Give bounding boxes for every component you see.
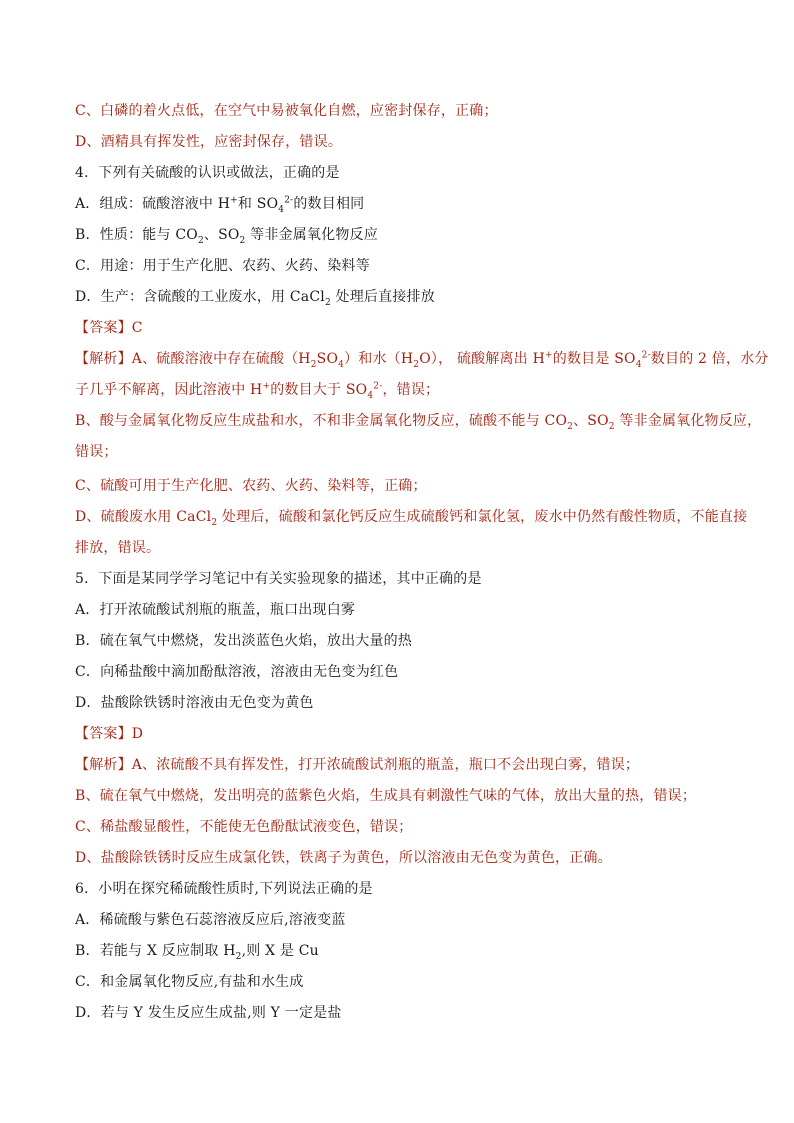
question-5-option-b: B．硫在氧气中燃烧，发出淡蓝色火焰，放出大量的热 (75, 633, 413, 649)
question-4-option-d: D．生产：含硫酸的工业废水，用 CaCl$_2$ 处理后直接排放 (75, 289, 435, 308)
question-4-answer: 【答案】C (75, 320, 143, 336)
question-5-answer: 【答案】D (75, 726, 144, 742)
analysis-line-d: D、酒精具有挥发性，应密封保存，错误。 (75, 134, 343, 150)
question-5-stem: 5．下面是某同学学习笔记中有关实验现象的描述，其中正确的是 (75, 571, 482, 587)
question-4-option-b: B．性质：能与 $CO_2$、$SO_2$ 等非金属氧化物反应 (75, 227, 378, 246)
question-4-analysis-b-cont: 错误； (75, 444, 118, 460)
question-4-option-a: A．组成：硫酸溶液中 H+和 $SO_4^{2-}$的数目相同 (75, 195, 365, 215)
question-4-analysis-b: B、酸与金属氧化物反应生成盐和水，不和非金属氧化物反应，硫酸不能与 $CO_2$、$SO_2$ 等非金属氧化物反应， (75, 413, 762, 432)
question-6-option-a: A．稀硫酸与紫色石蕊溶液反应后,溶液变蓝 (75, 912, 346, 928)
question-4-stem: 4．下列有关硫酸的认识或做法，正确的是 (75, 165, 340, 181)
question-4-analysis-a: 【解析】A、硫酸溶液中存在硫酸$(H_2SO_4)$和水$(H_2O)$， 硫酸解离出 H+的数目是 $SO_4^{2-}$数目的 2 倍，水分 (75, 350, 769, 370)
question-6-option-d: D．若与 Y 发生反应生成盐,则 Y 一定是盐 (75, 1005, 342, 1021)
question-5-analysis-c: C、稀盐酸显酸性，不能使无色酚酞试液变色，错误； (75, 819, 413, 835)
question-4-analysis-c: C、硫酸可用于生产化肥、农药、火药、染料等，正确； (75, 478, 427, 494)
question-6-option-c: C．和金属氧化物反应,有盐和水生成 (75, 974, 304, 990)
question-4-analysis-a-cont: 子几乎不解离，因此溶液中 H+的数目大于 $SO_4^{2-}$，错误； (75, 381, 440, 401)
question-4-analysis-d: D、硫酸废水用 CaCl$_2$ 处理后，硫酸和氯化钙反应生成硫酸钙和氯化氢，废水中仍然有酸性物质，不能直接 (75, 509, 748, 528)
analysis-line-c: C、白磷的着火点低，在空气中易被氧化自燃，应密封保存，正确； (75, 103, 498, 119)
question-5-analysis-d: D、盐酸除铁锈时反应生成氯化铁，铁离子为黄色，所以溶液由无色变为黄色，正确。 (75, 850, 612, 866)
question-6-stem: 6．小明在探究稀硫酸性质时,下列说法正确的是 (75, 881, 373, 897)
question-5-option-d: D．盐酸除铁锈时溶液由无色变为黄色 (75, 695, 314, 711)
question-5-option-c: C．向稀盐酸中滴加酚酞溶液，溶液由无色变为红色 (75, 664, 399, 680)
question-6-option-b: B．若能与 X 反应制取 $H_2$,则 X 是 Cu (75, 943, 319, 962)
question-5-analysis-b: B、硫在氧气中燃烧，发出明亮的蓝紫色火焰，生成具有刺激性气味的气体，放出大量的热，错误； (75, 788, 697, 804)
question-5-option-a: A．打开浓硫酸试剂瓶的瓶盖，瓶口出现白雾 (75, 602, 356, 618)
question-5-analysis-a: 【解析】A、浓硫酸不具有挥发性，打开浓硫酸试剂瓶的瓶盖，瓶口不会出现白雾，错误； (75, 757, 640, 773)
question-4-analysis-d-cont: 排放，错误。 (75, 540, 161, 556)
question-4-option-c: C．用途：用于生产化肥、农药、火药、染料等 (75, 258, 370, 274)
